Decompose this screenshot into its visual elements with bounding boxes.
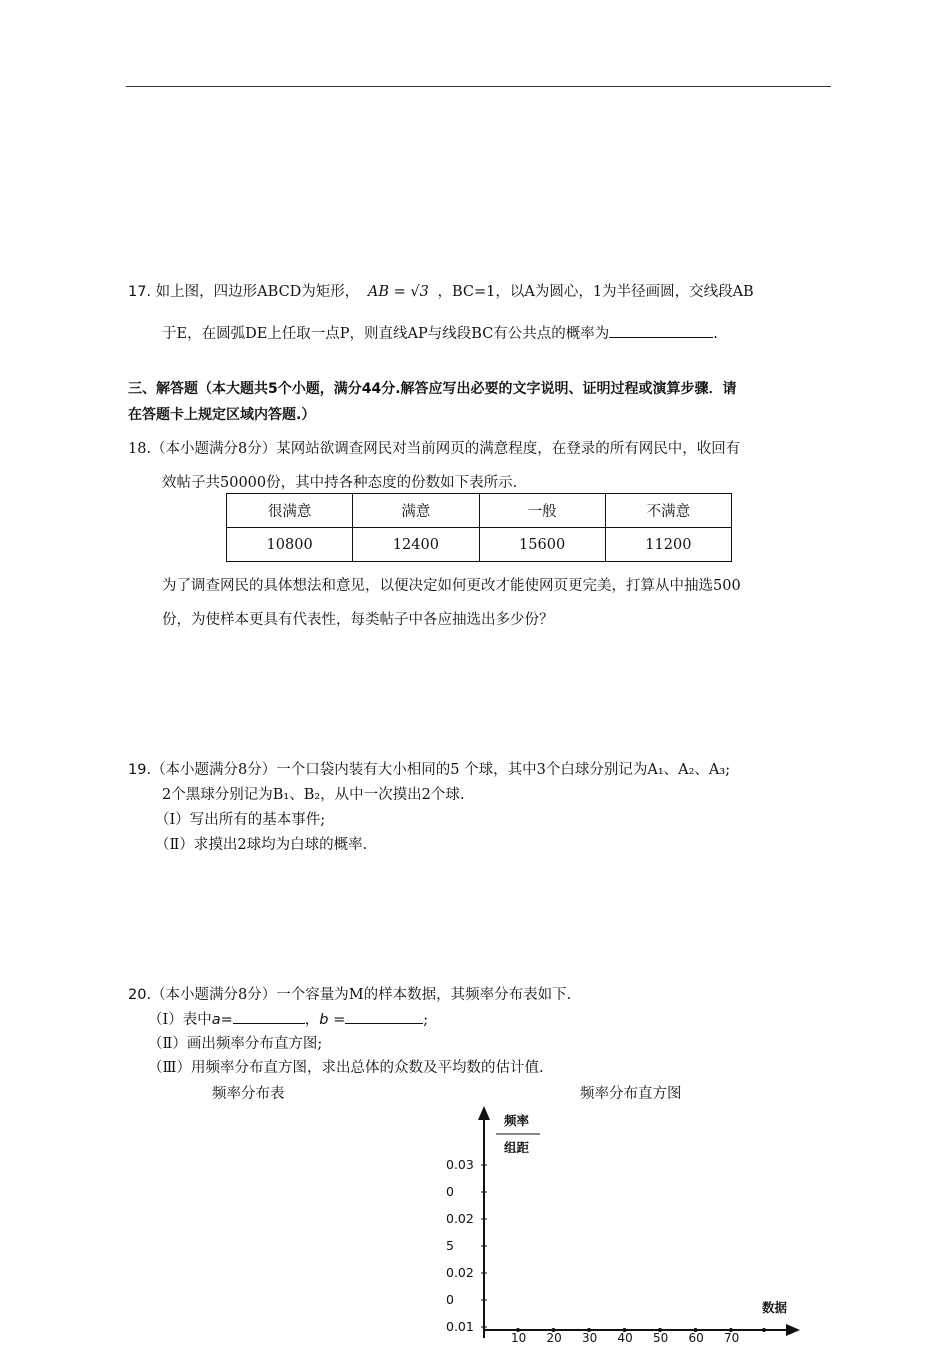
q17-answer-blank[interactable] — [609, 323, 713, 338]
q17-line2 — [162, 322, 718, 343]
q19-part1: （Ⅰ）写出所有的基本事件; — [155, 812, 326, 828]
q18-attitude-table — [226, 493, 732, 562]
section3-heading-line1: 三、解答题（本大题共5个小题，满分44分.解答应写出必要的文字说明、证明过程或演算步骤．请 — [128, 381, 737, 397]
q20-a-blank[interactable] — [233, 1009, 305, 1024]
q19-line1 — [128, 758, 730, 779]
table-header-cell: 满意 — [353, 494, 479, 528]
x-tick-label: 20 — [546, 1331, 562, 1345]
x-tick-label: 70 — [724, 1331, 740, 1345]
q20-table-title: 频率分布表 — [212, 1086, 285, 1102]
q20-b-blank[interactable] — [345, 1009, 423, 1024]
q20-number: 20. — [128, 987, 152, 1003]
x-tick-label: 50 — [653, 1331, 669, 1345]
y-tick-label: 5 — [446, 1238, 454, 1253]
chart-xlabel: 数据 — [762, 1300, 788, 1315]
chart-ylabel-top: 频率 — [504, 1113, 530, 1128]
table-cell: 11200 — [605, 528, 731, 562]
header-rule — [126, 86, 831, 87]
x-tick-label: 60 — [688, 1331, 704, 1345]
q19-part2: （Ⅱ）求摸出2球均为白球的概率. — [155, 837, 368, 853]
q20-chart-title: 频率分布直方图 — [580, 1086, 682, 1102]
q20-text-1: （本小题满分8分）一个容量为M的样本数据，其频率分布表如下. — [151, 987, 572, 1003]
chart-ylabel-bottom: 组距 — [504, 1140, 530, 1155]
table-cell: 12400 — [353, 528, 479, 562]
y-axis-arrow — [478, 1106, 490, 1120]
q18-line1: 18.（本小题满分8分）某网站欲调查网民对当前网页的满意程度，在登录的所有网民中，收回有 — [128, 441, 741, 457]
q20-line1 — [128, 983, 571, 1004]
x-tick-label: 40 — [617, 1331, 633, 1345]
table-cell: 10800 — [227, 528, 353, 562]
table-header-cell: 一般 — [479, 494, 605, 528]
q19-line2: 2个黑球分别记为B₁、B₂，从中一次摸出2个球. — [162, 787, 465, 803]
table-cell: 15600 — [479, 528, 605, 562]
y-tick-label: 0.03 — [446, 1157, 474, 1172]
q17-text-b: ，BC=1，以A为圆心，1为半径画圆，交线段AB — [437, 284, 754, 300]
q20-a-label: a= — [211, 1012, 233, 1028]
q20-part2: （Ⅱ）画出频率分布直方图; — [148, 1036, 323, 1052]
table-header-cell: 不满意 — [605, 494, 731, 528]
y-tick-label: 0.02 — [446, 1265, 474, 1280]
q17-text-a: 如上图，四边形ABCD为矩形， — [155, 284, 360, 300]
q17-number: 17. — [128, 284, 152, 300]
q20-b-label: b = — [319, 1012, 346, 1028]
q18-line4: 份，为使样本更具有代表性，每类帖子中各应抽选出多少份？ — [162, 612, 554, 628]
q17-text-2: 于E，在圆弧DE上任取一点P，则直线AP与线段BC有公共点的概率为 — [162, 326, 610, 342]
q20-part1-end: ; — [423, 1012, 429, 1028]
q20-sep: ， — [304, 1012, 320, 1028]
q18-line3: 为了调查网民的具体想法和意见，以便决定如何更改才能使网页更完美，打算从中抽选500 — [162, 578, 741, 594]
x-axis-arrow — [786, 1324, 800, 1336]
table-header-cell: 很满意 — [227, 494, 353, 528]
q20-part1 — [148, 1008, 428, 1029]
q17-period: . — [713, 326, 718, 342]
q18-line2: 效帖子共50000份，其中持各种态度的份数如下表所示. — [162, 475, 518, 491]
y-tick-label: 0 — [446, 1292, 454, 1307]
table-row — [227, 528, 732, 562]
x-tick-label: 10 — [511, 1331, 527, 1345]
q19-number: 19. — [128, 762, 152, 778]
x-tick-mark — [762, 1328, 766, 1332]
q17-line1 — [128, 280, 754, 301]
table-header-row — [227, 494, 732, 528]
y-tick-label: 0.02 — [446, 1211, 474, 1226]
q20-part3: （Ⅲ）用频率分布直方图，求出总体的众数及平均数的估计值. — [148, 1060, 544, 1076]
x-tick-label: 30 — [582, 1331, 598, 1345]
y-tick-label: 0 — [446, 1184, 454, 1199]
q20-part1-text: （Ⅰ）表中 — [148, 1012, 212, 1028]
q19-text-1: （本小题满分8分）一个口袋内装有大小相同的5 个球，其中3个白球分别记为A₁、A₂、A₃; — [151, 762, 731, 778]
section3-heading-line2: 在答题卡上规定区域内答题.） — [128, 407, 316, 423]
q17-math: AB = √3 — [367, 284, 429, 300]
y-tick-label: 0.01 — [446, 1319, 474, 1334]
